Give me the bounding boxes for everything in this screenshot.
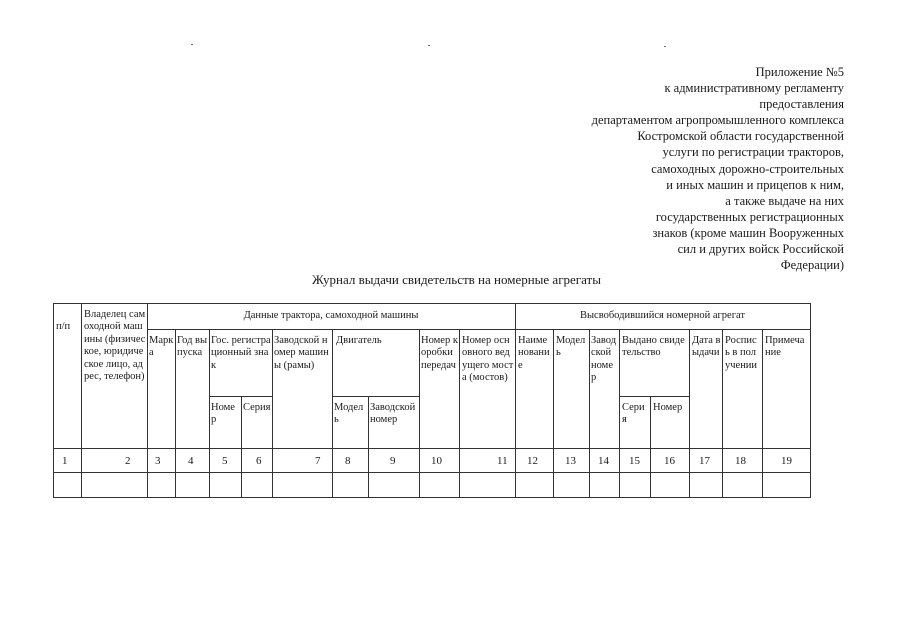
column-number: 13 — [565, 455, 576, 467]
col-header-gearbox: Номер коробки передач — [421, 335, 458, 371]
column-number: 17 — [699, 455, 710, 467]
col-header-unit-model: Модель — [556, 335, 586, 359]
appendix-line: самоходных дорожно-строительных — [651, 161, 844, 176]
column-number: 6 — [256, 455, 262, 467]
column-number: 4 — [188, 455, 194, 467]
col-header-brand: Марка — [149, 335, 174, 359]
col-header-issued: Выдано свидетельство — [622, 335, 685, 359]
column-number: 2 — [125, 455, 131, 467]
appendix-line: Приложение №5 — [755, 65, 844, 79]
journal-title: Журнал выдачи свидетельств на номерные агрегаты — [312, 272, 601, 287]
col-header-pp: п/п — [56, 321, 71, 332]
column-number: 11 — [497, 455, 508, 467]
appendix-line: предоставления — [759, 97, 844, 112]
col-header-gosreg-number: Номер — [211, 402, 235, 426]
column-number: 10 — [431, 455, 442, 467]
col-header-gosreg: Гос. регистрационный знак — [211, 335, 271, 371]
appendix-line: Федерации) — [780, 258, 844, 273]
appendix-line: знаков (кроме машин Вооруженных — [652, 225, 844, 240]
group-header-vehicle: Данные трактора, самоходной машины — [243, 310, 419, 321]
col-header-note: Примечание — [765, 335, 805, 359]
col-header-issue-date: Дата выдачи — [692, 335, 721, 359]
column-number: 1 — [62, 455, 68, 467]
column-number: 15 — [629, 455, 640, 467]
col-header-owner: Владелец самоходной машины (физическое, юридическое лицо, адрес, телефон) — [84, 309, 146, 383]
col-header-issued-number: Номер — [653, 402, 683, 413]
column-number: 7 — [315, 455, 321, 467]
column-number: 8 — [345, 455, 351, 467]
column-number: 14 — [598, 455, 609, 467]
col-header-issued-series: Серия — [622, 402, 645, 426]
column-number: 9 — [390, 455, 396, 467]
appendix-line: услуги по регистрации тракторов, — [662, 145, 844, 160]
column-number: 16 — [664, 455, 675, 467]
column-number: 18 — [735, 455, 746, 467]
appendix-line: государственных регистрационных — [655, 209, 844, 224]
col-header-gosreg-series: Серия — [243, 402, 271, 413]
col-header-unit-factory: Заводской номер — [591, 335, 617, 384]
column-number: 5 — [222, 455, 228, 467]
appendix-line: сил и других войск Российской — [677, 242, 844, 257]
group-header-released-unit: Высвободившийся номерной агрегат — [579, 310, 745, 321]
col-header-engine-factory: Заводской номер — [370, 402, 416, 426]
col-header-engine: Двигатель — [336, 335, 382, 346]
col-header-axle: Номер основного ведущего моста (мостов) — [462, 335, 514, 384]
column-number: 19 — [781, 455, 792, 467]
appendix-line: а также выдаче на них — [725, 193, 844, 208]
col-header-signature: Роспись в получении — [725, 335, 758, 371]
column-number: 12 — [527, 455, 538, 467]
appendix-line: департаментом агропромышленного комплекса — [591, 113, 844, 128]
col-header-year: Год выпуска — [177, 335, 208, 359]
col-header-engine-model: Модель — [334, 402, 364, 426]
column-number: 3 — [155, 455, 161, 467]
appendix-line: Костромской области государственной — [637, 129, 844, 144]
col-header-factory-frame: Заводской номер машины (рамы) — [274, 335, 329, 371]
col-header-unit-name: Наименование — [518, 335, 550, 371]
appendix-line: и иных машин и прицепов к ним, — [666, 177, 844, 192]
appendix-line: к административному регламенту — [664, 81, 844, 96]
